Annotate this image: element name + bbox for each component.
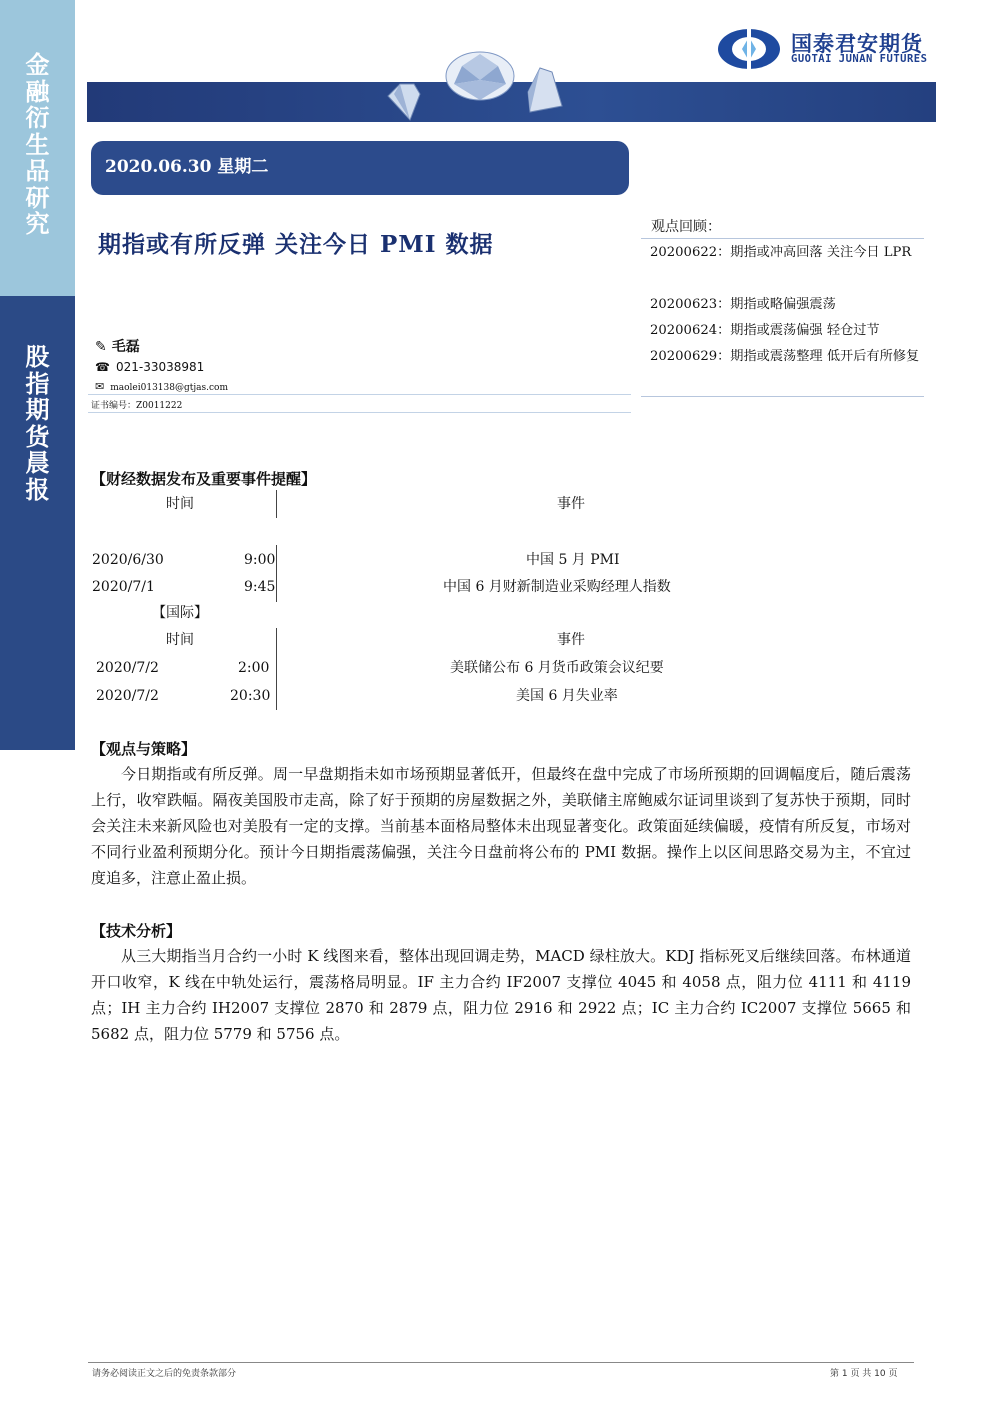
review-title: 观点回顾： [651,219,721,235]
report-date: 2020.06.30 星期二 [105,157,269,177]
event-time: 9:00 [244,552,276,568]
sidebar-bottom-label: 股 指 期 货 晨 报 [25,343,50,504]
company-logo-icon [716,27,782,71]
review-divider-bottom [641,396,924,397]
events-intl-label: 【国际】 [152,605,208,621]
events-divider-intl [276,628,277,710]
footer-divider [88,1362,914,1363]
event-desc: 美国 6 月失业率 [516,688,618,704]
author-divider-bottom [88,412,631,413]
event-date: 2020/7/2 [96,688,159,704]
sidebar-bottom-band [0,296,75,750]
event-time: 20:30 [230,688,271,704]
event-date: 2020/7/1 [92,579,155,595]
review-item: 20200623：期指或略偏强震荡 [650,297,836,312]
review-item: 20200622：期指或冲高回落 关注今日 LPR [650,245,912,260]
event-date: 2020/6/30 [92,552,164,568]
event-time: 2:00 [238,660,270,676]
author-cert: 证书编号：Z0011222 [91,401,183,411]
company-name-cn: 国泰君安期货 [791,32,923,56]
author-email[interactable]: ✉ maolei013138@gtjas.com [95,380,228,393]
company-name-en: GUOTAI JUNAN FUTURES [791,53,928,65]
strategy-heading: 【观点与策略】 [91,740,197,758]
footer-page-number: 第 1 页 共 10 页 [830,1369,898,1379]
sidebar-top-band [0,0,75,296]
event-date: 2020/7/2 [96,660,159,676]
telephone-icon: ☎ [95,360,110,374]
events-divider-domestic [276,545,277,602]
strategy-paragraph: 今日期指或有所反弹。周一早盘期指未如市场预期显著低开，但最终在盘中完成了市场所预期的回调幅度后，随后震荡上行，收窄跌幅。隔夜美国股市走高，除了好于预期的房屋数据之外，美联储主席鲍威尔证词里谈到了复苏快于预期，同时会关注未来新风险也对美股有一定的支撑。当前基本面格局整体未出现显著变化。政策面延续偏暖，疫情有所反复，市场对不同行业盈利预期分化。预计今日期指震荡偏强，关注今日盘前将公布的 PMI 数据。操作上以区间思路交易为主，不宜过度追多，注意止盈止损。 [91,765,911,887]
review-item: 20200629：期指或震荡整理 低开后有所修复 [650,349,920,364]
events-intl-col-time: 时间 [166,632,194,648]
author-name: ✎ 毛磊 [95,339,140,355]
report-title: 期指或有所反弹 关注今日 PMI 数据 [98,231,494,258]
events-col-time: 时间 [166,496,194,512]
event-desc: 中国 5 月 PMI [526,552,620,568]
events-heading: 【财经数据发布及重要事件提醒】 [91,470,317,488]
author-divider [88,394,631,395]
review-item: 20200624：期指或震荡偏强 轻仓过节 [650,323,880,338]
review-divider-top [641,238,924,239]
sidebar-top-label: 金 融 衍 生 品 研 究 [25,51,50,238]
diamond-graphic-icon [380,50,570,126]
technical-paragraph: 从三大期指当月合约一小时 K 线图来看，整体出现回调走势，MACD 绿柱放大。KDJ 指标死叉后继续回落。布林通道开口收窄，K 线在中轨处运行，震荡格局明显。IF 主力合约 IF2007 支撑位 4045 和 4058 点，阻力位 4111 和 4119 点；IH 主力合约 IH2007 支撑位 2870 和 2879 点，阻力位 2916 和 2922 点；IC 主力合约 IC2007 支撑位 5665 和 5682 点，阻力位 5779 和 5756 点。 [91,947,911,1043]
event-desc: 美联储公布 6 月货币政策会议纪要 [450,660,664,676]
mail-icon: ✉ [95,380,105,393]
pencil-icon: ✎ [95,339,107,355]
technical-heading: 【技术分析】 [91,922,182,940]
author-phone: ☎ 021-33038981 [95,360,205,374]
event-desc: 中国 6 月财新制造业采购经理人指数 [443,579,671,595]
events-divider-head [276,490,277,518]
events-intl-col-event: 事件 [557,632,585,648]
footer-disclaimer: 请务必阅读正文之后的免责条款部分 [92,1369,237,1379]
events-col-event: 事件 [557,496,585,512]
event-time: 9:45 [244,579,276,595]
